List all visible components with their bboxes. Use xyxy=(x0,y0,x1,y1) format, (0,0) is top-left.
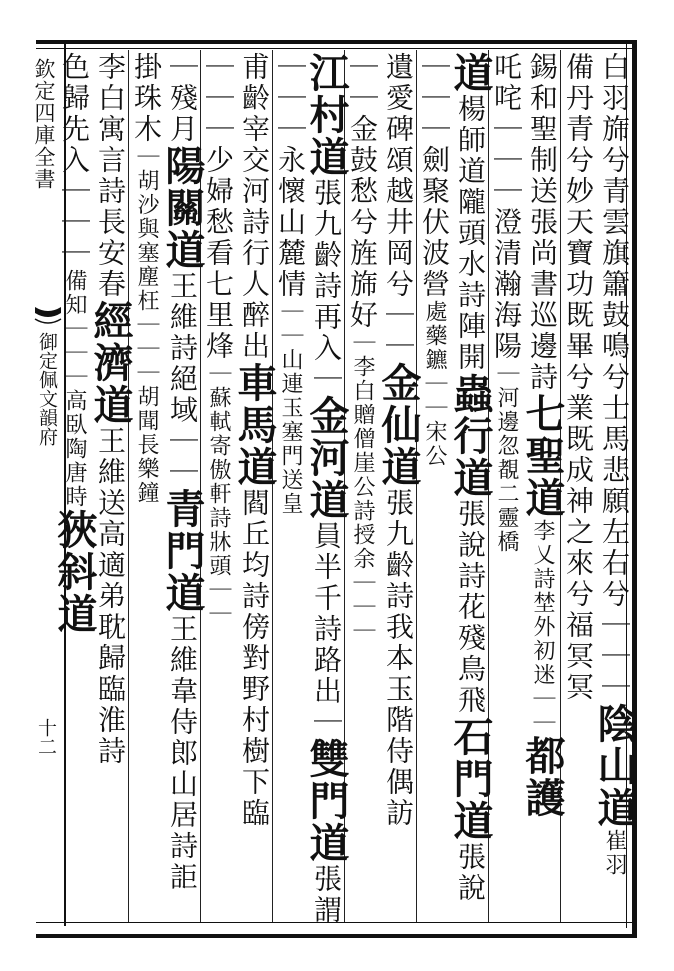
edge-book-title: 御定佩文韻府 xyxy=(36,332,58,446)
entry-heading: 石門道 xyxy=(447,716,494,842)
body-text: 閻丘均詩傍對野村樹下臨 xyxy=(238,488,271,829)
annotation-text: ｜河邊忽覩二靈橋 xyxy=(494,362,519,554)
annotation-text: 崔羽 xyxy=(602,829,627,877)
text-column xyxy=(447,52,494,920)
text-column xyxy=(202,52,234,920)
body-text: ｜｜｜永懷山麓情 xyxy=(274,52,307,300)
body-text: ｜｜金鼓愁兮旌旆好 xyxy=(346,52,379,331)
body-text: 遺愛碑頌越井岡兮｜｜ xyxy=(382,52,415,362)
annotation-text: ｜｜山連玉塞門 xyxy=(278,300,303,468)
entry-heading: 道 xyxy=(447,52,494,94)
body-text: 白羽旆兮青雲旗簫鼓鳴兮士馬悲願左右兮｜｜｜ xyxy=(598,52,631,703)
entry-heading: 七聖道 xyxy=(519,393,566,519)
annotation-text: 處藥鑣｜｜ xyxy=(422,300,447,420)
body-text: 李白寓言詩長安春 xyxy=(94,52,127,300)
body-text: ｜殘月 xyxy=(166,52,199,145)
body-text: 備丹青兮妙天寶功既畢兮業既成神之來兮福冥冥 xyxy=(562,52,595,703)
frame-inner-line-top xyxy=(36,48,632,49)
body-text: 楊師道隴頭水詩陣開 xyxy=(454,94,487,373)
edge-collection-title: 欽定四庫全書 xyxy=(32,58,56,190)
body-text: 張說詩花殘鳥飛 xyxy=(454,499,487,716)
annotation-text: 宋公 xyxy=(422,420,447,468)
text-column xyxy=(159,52,206,920)
body-text: 員半千詩路出｜ xyxy=(310,521,343,738)
body-text: 王維送高適弟耽歸臨淮詩 xyxy=(94,426,127,767)
entry-heading: 江村道 xyxy=(303,52,350,178)
text-column xyxy=(591,52,638,920)
body-text: 掛珠木 xyxy=(130,52,163,145)
entry-heading: 金河道 xyxy=(303,395,350,521)
body-text: 甫齡宰交河詩行人醉出 xyxy=(238,52,271,362)
text-column xyxy=(519,52,566,920)
text-column xyxy=(274,52,306,920)
entry-heading: 都護 xyxy=(519,735,566,819)
entry-heading: 陰山道 xyxy=(591,703,638,829)
body-text: 張九齡詩再入｜ xyxy=(310,178,343,395)
annotation-text: 李乂詩埜外初迷｜｜ xyxy=(530,519,555,735)
body-text: 王維詩絕域｜｜ xyxy=(166,271,199,488)
annotation-text: ｜李白贈僧崖公詩授余｜｜｜ xyxy=(350,331,375,643)
text-column xyxy=(490,52,522,920)
text-column xyxy=(346,52,378,920)
entry-heading: 車馬道 xyxy=(231,362,278,488)
annotation-text: ｜蘇軾寄傲軒詩牀頭｜｜ xyxy=(206,362,231,626)
body-text: 王維韋侍郎山居詩詎 xyxy=(166,614,199,893)
body-text: 色歸先入｜｜｜ xyxy=(58,52,91,269)
body-text: ｜｜｜少婦愁看七里烽 xyxy=(202,52,235,362)
entry-heading: 青門道 xyxy=(159,488,206,614)
annotation-text: ｜胡沙與塞塵 xyxy=(134,145,159,289)
text-column xyxy=(130,52,162,920)
annotation-text: 送皇 xyxy=(278,468,303,516)
body-text: 張謂 xyxy=(310,864,343,926)
column-divider xyxy=(128,50,129,922)
text-column xyxy=(418,52,450,920)
annotation-text: 備知｜｜｜高臥陶唐時 xyxy=(62,269,87,509)
annotation-text: 枉｜｜｜胡聞長樂鐘 xyxy=(134,289,159,505)
edge-page-number: 十二 xyxy=(35,718,57,756)
entry-heading: 蟲行道 xyxy=(447,373,494,499)
entry-heading: 陽關道 xyxy=(159,145,206,271)
body-text: 吒咤｜｜｜澄清瀚海陽 xyxy=(490,52,523,362)
entry-heading: 雙門道 xyxy=(303,738,350,864)
body-text: ｜｜｜劍聚伏波營 xyxy=(418,52,451,300)
text-column xyxy=(87,52,134,920)
text-column xyxy=(375,52,422,920)
text-column xyxy=(231,52,278,920)
text-column xyxy=(303,52,350,926)
text-column xyxy=(51,52,98,920)
text-column xyxy=(562,52,594,920)
body-text: 錫和聖制送張尚書巡邊詩 xyxy=(526,52,559,393)
entry-heading: 狹斜道 xyxy=(51,509,98,635)
body-text: 張九齡詩我本玉階侍偶訪 xyxy=(382,488,415,829)
entry-heading: 金仙道 xyxy=(375,362,422,488)
entry-heading: 經濟道 xyxy=(87,300,134,426)
body-text: 張說 xyxy=(454,842,487,904)
